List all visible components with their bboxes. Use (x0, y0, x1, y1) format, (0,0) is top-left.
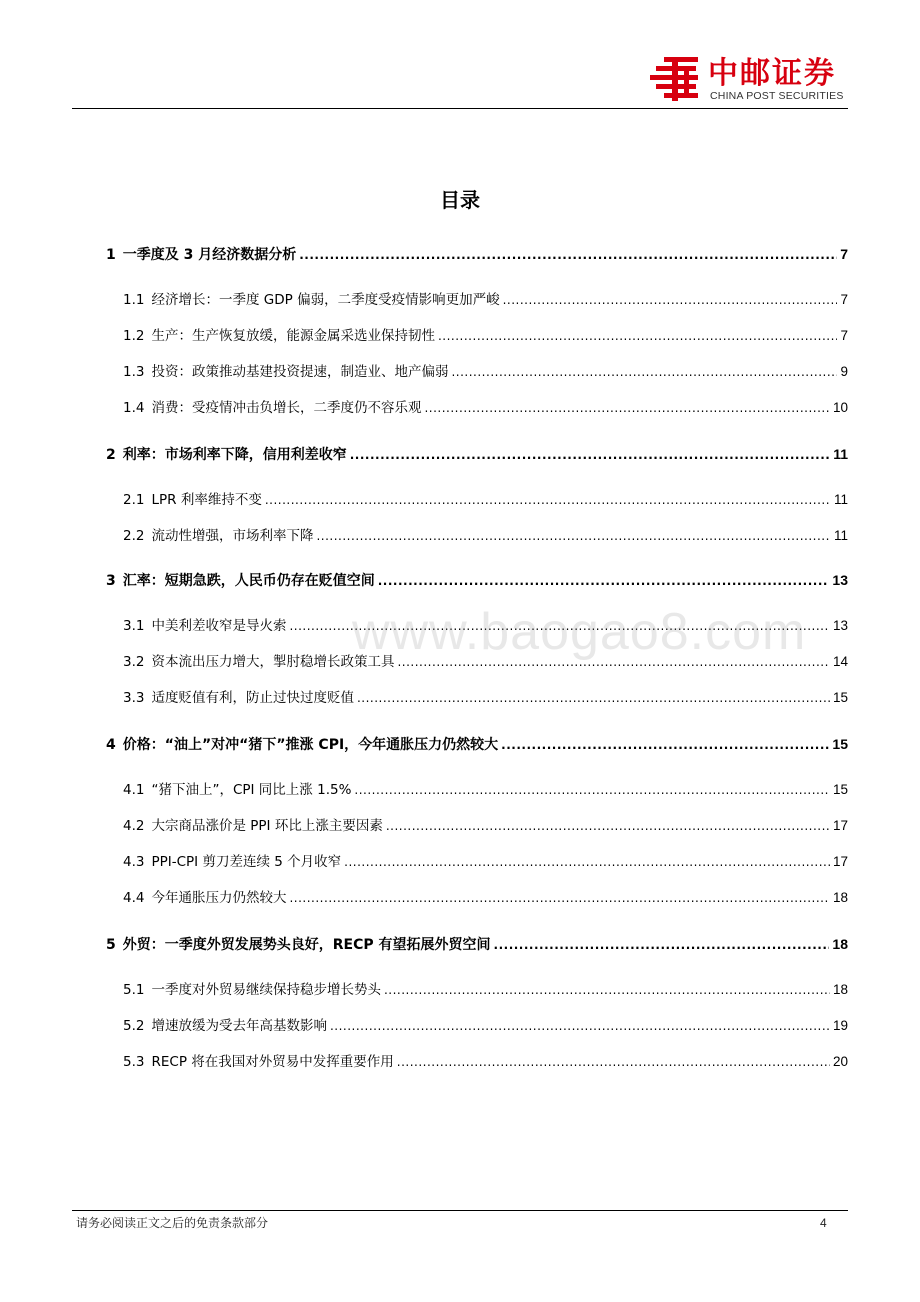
dot-leader (384, 980, 830, 1000)
dot-leader (316, 526, 831, 546)
toc-entry-title: 汇率：短期急跌，人民币仍存在贬值空间 (122, 573, 375, 589)
toc-entry-number: 4.4 (123, 890, 145, 906)
toc-entry-page: 11 (833, 528, 848, 543)
toc-entry[interactable] (123, 490, 848, 510)
toc-entry-number: 3.3 (123, 690, 145, 706)
toc-entry-title: 价格：“油上”对冲“猪下”推涨 CPI，今年通胀压力仍然较大 (122, 737, 499, 753)
toc-entry[interactable] (106, 570, 848, 590)
toc-entry[interactable] (106, 444, 848, 464)
toc-entry-title: PPI-CPI 剪刀差连续 5 个月收窄 (151, 854, 342, 870)
toc-entry[interactable] (123, 1016, 848, 1036)
toc-entry-page: 18 (832, 936, 848, 952)
toc-entry-page: 11 (833, 446, 848, 462)
toc-entry-title: 今年通胀压力仍然较大 (151, 890, 287, 906)
toc-entry-page: 9 (840, 364, 848, 379)
dot-leader (350, 445, 830, 465)
toc-entry-number: 5.3 (123, 1054, 145, 1070)
toc-entry-page: 18 (832, 982, 848, 997)
toc-entry[interactable] (123, 780, 848, 800)
dot-leader (503, 290, 838, 310)
dot-leader (438, 326, 838, 346)
toc-entry-page: 20 (832, 1054, 848, 1069)
toc-entry-page: 15 (832, 782, 848, 797)
toc-entry-title: 一季度对外贸易继续保持稳步增长势头 (151, 982, 381, 998)
dot-leader (265, 490, 831, 510)
toc-entry-number: 5.1 (123, 982, 145, 998)
toc-entry-title: 一季度及 3 月经济数据分析 (122, 247, 297, 263)
toc-entry-title: 生产：生产恢复放缓，能源金属采选业保持韧性 (151, 328, 435, 344)
toc-entry-title: 流动性增强，市场利率下降 (151, 528, 314, 544)
toc-entry-page: 19 (832, 1018, 848, 1033)
toc-entry-page: 10 (832, 400, 848, 415)
toc-entry-number: 1 (106, 247, 116, 263)
toc-entry[interactable] (123, 290, 848, 310)
toc-entry[interactable] (123, 980, 848, 1000)
toc-entry-title: 消费：受疫情冲击负增长，二季度仍不容乐观 (151, 400, 422, 416)
toc-entry-page: 17 (832, 854, 848, 869)
toc-entry[interactable] (123, 688, 848, 708)
toc-entry-title: LPR 利率维持不变 (151, 492, 262, 508)
dot-leader (354, 780, 830, 800)
dot-leader (397, 1052, 830, 1072)
dot-leader (357, 688, 830, 708)
toc-entry-title: RECP 将在我国对外贸易中发挥重要作用 (151, 1054, 394, 1070)
toc-entry[interactable] (123, 816, 848, 836)
dot-leader (451, 362, 837, 382)
watermark: www.baogao8.com (352, 603, 807, 661)
toc-entry-title: 外贸：一季度外贸发展势头良好，RECP 有望拓展外贸空间 (122, 937, 491, 953)
toc-entry-number: 2.2 (123, 528, 145, 544)
dot-leader (299, 245, 837, 265)
toc-entry-number: 3.1 (123, 618, 145, 634)
toc-entry-title: 中美利差收窄是导火索 (151, 618, 287, 634)
page-number: 4 (820, 1216, 827, 1230)
toc-entry[interactable] (123, 398, 848, 418)
toc-entry-title: 大宗商品涨价是 PPI 环比上涨主要因素 (151, 818, 383, 834)
toc-entry-title: 增速放缓为受去年高基数影响 (151, 1018, 327, 1034)
dot-leader (501, 735, 829, 755)
toc-entry-page: 11 (833, 492, 848, 507)
toc-entry-number: 5 (106, 937, 116, 953)
toc-entry[interactable] (106, 734, 848, 754)
toc-entry-page: 7 (840, 328, 848, 343)
toc-entry-title: 投资：政策推动基建投资提速，制造业、地产偏弱 (151, 364, 449, 380)
toc-entry[interactable] (123, 326, 848, 346)
dot-leader (424, 398, 829, 418)
footer-divider (72, 1210, 848, 1211)
dot-leader (378, 571, 830, 591)
toc-entry[interactable] (106, 244, 848, 264)
footer-disclaimer: 请务必阅读正文之后的免责条款部分 (76, 1216, 269, 1230)
toc-entry-page: 13 (832, 618, 848, 633)
toc-entry[interactable] (123, 362, 848, 382)
toc-entry[interactable] (123, 1052, 848, 1072)
toc-entry-number: 4.3 (123, 854, 145, 870)
page-header (0, 0, 920, 110)
toc-entry-page: 14 (832, 654, 848, 669)
toc-entry-number: 1.4 (123, 400, 145, 416)
toc-entry-title: 利率：市场利率下降，信用利差收窄 (122, 447, 347, 463)
dot-leader (386, 816, 830, 836)
toc-entry-page: 15 (832, 736, 848, 752)
header-divider (72, 108, 848, 109)
toc-entry-number: 4 (106, 737, 116, 753)
toc-entry-number: 4.2 (123, 818, 145, 834)
toc-entry-number: 2.1 (123, 492, 145, 508)
toc-entry[interactable] (123, 852, 848, 872)
dot-leader (344, 852, 830, 872)
toc-entry-page: 17 (832, 818, 848, 833)
brand-name-en: CHINA POST SECURITIES (710, 90, 844, 102)
toc-entry-page: 7 (840, 292, 848, 307)
toc-entry-number: 1.3 (123, 364, 145, 380)
dot-leader (289, 888, 829, 908)
toc-entry-page: 7 (840, 246, 848, 262)
toc-entry-page: 13 (832, 572, 848, 588)
toc-title: 目录 (440, 188, 480, 212)
toc-entry-page: 15 (832, 690, 848, 705)
dot-leader (330, 1016, 830, 1036)
toc-entry-number: 1.2 (123, 328, 145, 344)
toc-entry-number: 5.2 (123, 1018, 145, 1034)
dot-leader (494, 935, 830, 955)
toc-entry-number: 3 (106, 573, 116, 589)
toc-entry[interactable] (123, 526, 848, 546)
toc-entry-title: 适度贬值有利，防止过快过度贬值 (151, 690, 354, 706)
china-post-logo-icon (650, 55, 702, 103)
toc-entry-number: 2 (106, 447, 116, 463)
toc-entry-title: 资本流出压力增大，掣肘稳增长政策工具 (151, 654, 395, 670)
toc-entry-title: 经济增长：一季度 GDP 偏弱，二季度受疫情影响更加严峻 (151, 292, 500, 308)
brand-name-cn: 中邮证券 (708, 56, 836, 91)
toc-entry-page: 18 (832, 890, 848, 905)
toc-entry-title: “猪下油上”，CPI 同比上涨 1.5% (151, 782, 352, 798)
toc-entry-number: 4.1 (123, 782, 145, 798)
toc-entry-number: 3.2 (123, 654, 145, 670)
toc-entry[interactable] (123, 888, 848, 908)
toc-entry-number: 1.1 (123, 292, 145, 308)
toc-entry[interactable] (106, 934, 848, 954)
